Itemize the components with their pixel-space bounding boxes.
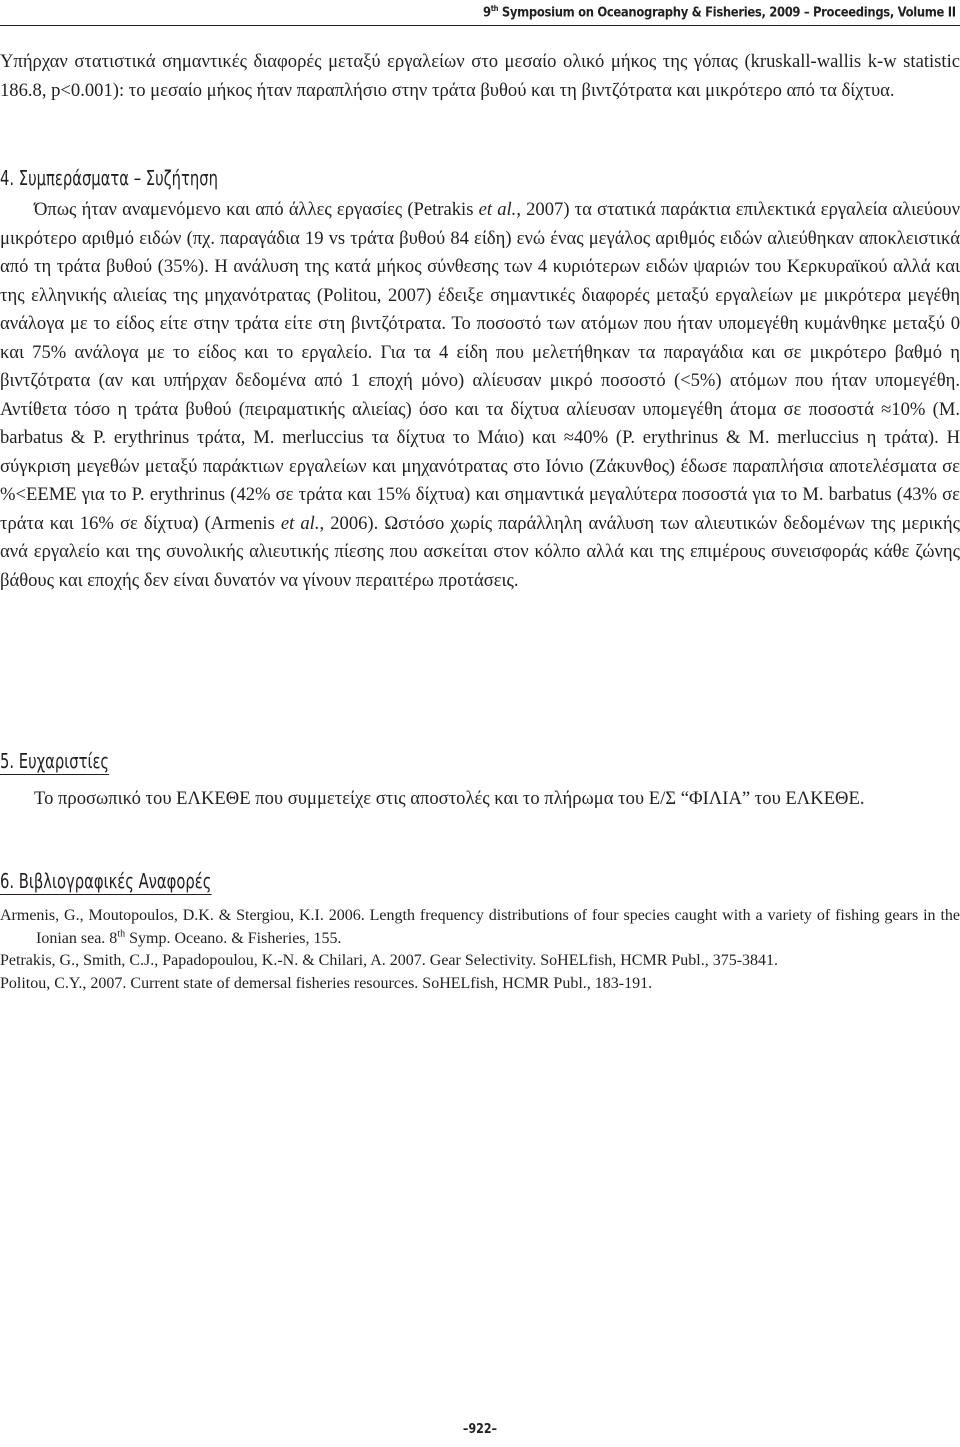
reference-item: Politou, C.Y., 2007. Current state of demersal fisheries resources. SoHELfish, HCMR Publ., 183-191. bbox=[0, 974, 653, 992]
acknowledgements-paragraph: Το προσωπικό του ΕΛΚΕΘΕ που συμμετείχε στις αποστολές και το πλήρωμα του Ε/Σ “ΦΙΛΙΑ” του ΕΛΚΕΘΕ. bbox=[34, 788, 865, 809]
page-number: –922– bbox=[462, 1422, 498, 1437]
section-6-heading: 6. Βιβλιογραφικές Αναφορές bbox=[0, 869, 212, 893]
section-4-heading: 4. Συμπεράσματα – Συζήτηση bbox=[0, 166, 218, 190]
section-5-heading: 5. Ευχαριστίες bbox=[0, 749, 110, 773]
header-rule bbox=[0, 25, 960, 26]
reference-list bbox=[0, 905, 960, 995]
reference-item: Petrakis, G., Smith, C.J., Papadopoulou, K.-N. & Chilari, A. 2007. Gear Selectivity. SoHELfish, HCMR Publ., 375-3841. bbox=[0, 952, 779, 969]
running-head: 9th Symposium on Oceanography & Fisheries, 2009 – Proceedings, Volume II bbox=[483, 4, 956, 21]
section-4-paragraph: Όπως ήταν αναμενόμενο και από άλλες εργασίες (Petrakis et al., 2007) τα στατικά παράκτια επιλεκτικά εργαλεία αλιεύουν μικρότερο αριθμό ειδών (πχ. παραγάδια 19 vs τράτα βυθού 84 είδη) ενώ ένας μεγάλος αριθμός ειδών αλιεύθηκαν αποκλειστικά από τη τράτα βυθού (35%). Η ανάλυση της κατά μήκος σύνθεσης των 4 κυριότερων ειδών ψαριών του Κερκυραϊκού αλλά και της ελληνικής αλιείας της μηχανότρατας (Politou, 2007) έδειξε σημαντικές διαφορές μεταξύ εργαλείων με μικρότερα μεγέθη ανάλογα με το είδος είτε στην τράτα είτε στη βιντζότρατα. Το ποσοστό των ατόμων που ήταν υπομεγέθη κυμάνθηκε μεταξύ 0 και 75% ανάλογα με το είδος και το εργαλείο. Για τα 4 είδη που μελετήθηκαν τα παραγάδια και σε μικρότερο βαθμό η βιντζότρατα (αν και υπήρχαν δεδομένα από 1 εποχή μόνο) αλίευσαν μικρό ποσοστό (<5%) ατόμων που ήταν υπομεγέθη. Αντίθετα τόσο η τράτα βυθού (πειραματικής αλιείας) όσο και τα δίχτυα αλίευσαν υπομεγέθη άτομα σε ποσοστά ≈10% (M. barbatus & P. erythrinus τράτα, M. merluccius τα δίχτυα το Μάιο) και ≈40% (P. erythrinus & M. merluccius η τράτα). Η σύγκριση μεγεθών μεταξύ παράκτιων εργαλείων και μηχανότρατας στο Ιόνιο (Ζάκυνθος) έδωσε παραπλήσια αποτελέσματα σε %<ΕΕΜΕ για το P. erythrinus (42% σε τράτα και 15% δίχτυα) και σημαντικά μεγαλύτερα ποσοστά για το M. barbatus (43% σε τράτα και 16% σε δίχτυα) (Armenis et al., 2006). Ωστόσο χωρίς παράλληλη ανάλυση των αλιευτικών δεδομένων της μερικής ανά εργαλείο και της συνολικής αλιευτικής πίεσης που ασκείται στον κόλπο αλλά και της επιμέρους συνεισφοράς κάθε ζώνης βάθους και εποχής δεν είναι δυνατόν να γίνουν περαιτέρω προτάσεις. bbox=[0, 199, 960, 591]
intro-paragraph: Υπήρχαν στατιστικά σημαντικές διαφορές μεταξύ εργαλείων στο μεσαίο ολικό μήκος της γόπας (kruskall-wallis k-w statistic 186.8, p<0.001): το μεσαίο μήκος ήταν παραπλήσιο στην τράτα βυθού και τη βιντζότρατα και μικρότερο από τα δίχτυα. bbox=[0, 51, 960, 101]
reference-item: Armenis, G., Moutopoulos, D.K. & Stergiou, K.I. 2006. Length frequency distributions of four species caught with a variety of fishing gears in the Ionian sea. 8th Symp. Oceano. & Fisheries, 155. bbox=[0, 907, 960, 947]
